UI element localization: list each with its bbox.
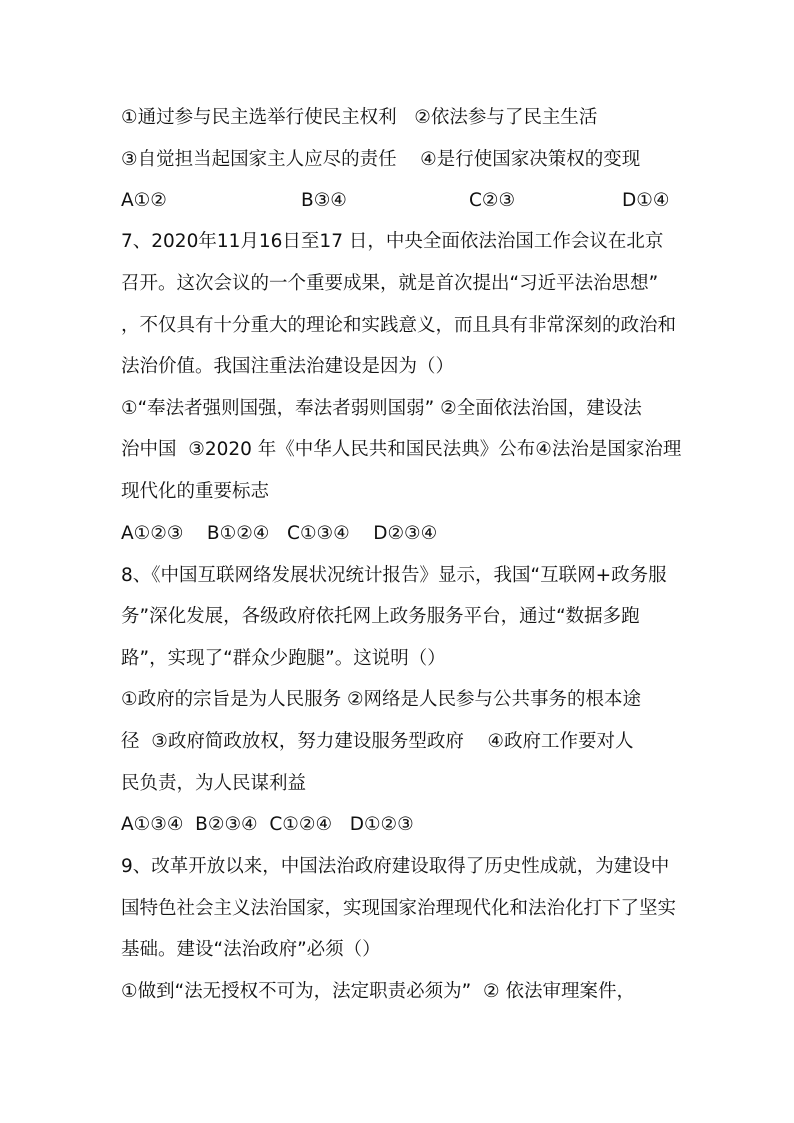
q7-option-line-2: 治中国 ③2020 年《中华人民共和国民法典》公布④法治是国家治理 — [121, 439, 682, 460]
q8-text-line-2: 务”深化发展，各级政府依托网上政务服务平台，通过“数据多跑 — [121, 606, 640, 627]
q6-choice-d: D①④ — [622, 190, 670, 211]
q8-text-line-3: 路”，实现了“群众少跑腿”。这说明（） — [121, 648, 446, 669]
q7-choices: A①②③ B①②④ C①③④ D②③④ — [121, 523, 438, 544]
q6-choice-b: B③④ — [301, 190, 347, 211]
q9-text-line-3: 基础。建设“法治政府”必须（） — [121, 939, 381, 960]
q7-text-line-1: 7、2020年11月16日至17 日，中央全面依法治国工作会议在北京 — [121, 231, 664, 252]
q6-choices — [121, 189, 681, 213]
q7-option-line-1: ①“奉法者强则国强，奉法者弱则国弱” ②全面依法治国，建设法 — [121, 398, 642, 419]
q9-option-line-1: ①做到“法无授权不可为，法定职责必须为” ② 依法审理案件， — [121, 981, 635, 1002]
q7-text-line-4: 法治价值。我国注重法治建设是因为（） — [121, 356, 455, 377]
q6-option-line-2: ③自觉担当起国家主人应尽的责任 ④是行使国家决策权的变现 — [121, 149, 641, 170]
q6-option-line-1: ①通过参与民主选举行使民主权利 ②依法参与了民主生活 — [121, 107, 598, 128]
q9-text-line-2: 国特色社会主义法治国家，实现国家治理现代化和法治化打下了坚实 — [121, 898, 677, 919]
q8-choices: A①③④ B②③④ C①②④ D①②③ — [121, 814, 414, 835]
q6-choice-c: C②③ — [469, 190, 516, 211]
q8-text-line-1: 8、《中国互联网络发展状况统计报告》显示，我国“互联网+政务服 — [121, 565, 667, 586]
q7-text-line-2: 召开。这次会议的一个重要成果，就是首次提出“习近平法治思想” — [121, 273, 659, 294]
q7-option-line-3: 现代化的重要标志 — [121, 481, 270, 502]
q8-option-line-2: 径 ③政府简政放权，努力建设服务型政府 ④政府工作要对人 — [121, 731, 634, 752]
q8-option-line-3: 民负责，为人民谋利益 — [121, 773, 307, 794]
q9-text-line-1: 9、改革开放以来，中国法治政府建设取得了历史性成就，为建设中 — [121, 856, 670, 877]
q8-option-line-1: ①政府的宗旨是为人民服务 ②网络是人民参与公共事务的根本途 — [121, 689, 642, 710]
q6-choice-a: A①② — [121, 190, 167, 211]
q7-text-line-3: ，不仅具有十分重大的理论和实践意义，而且具有非常深刻的政治和 — [121, 315, 677, 336]
